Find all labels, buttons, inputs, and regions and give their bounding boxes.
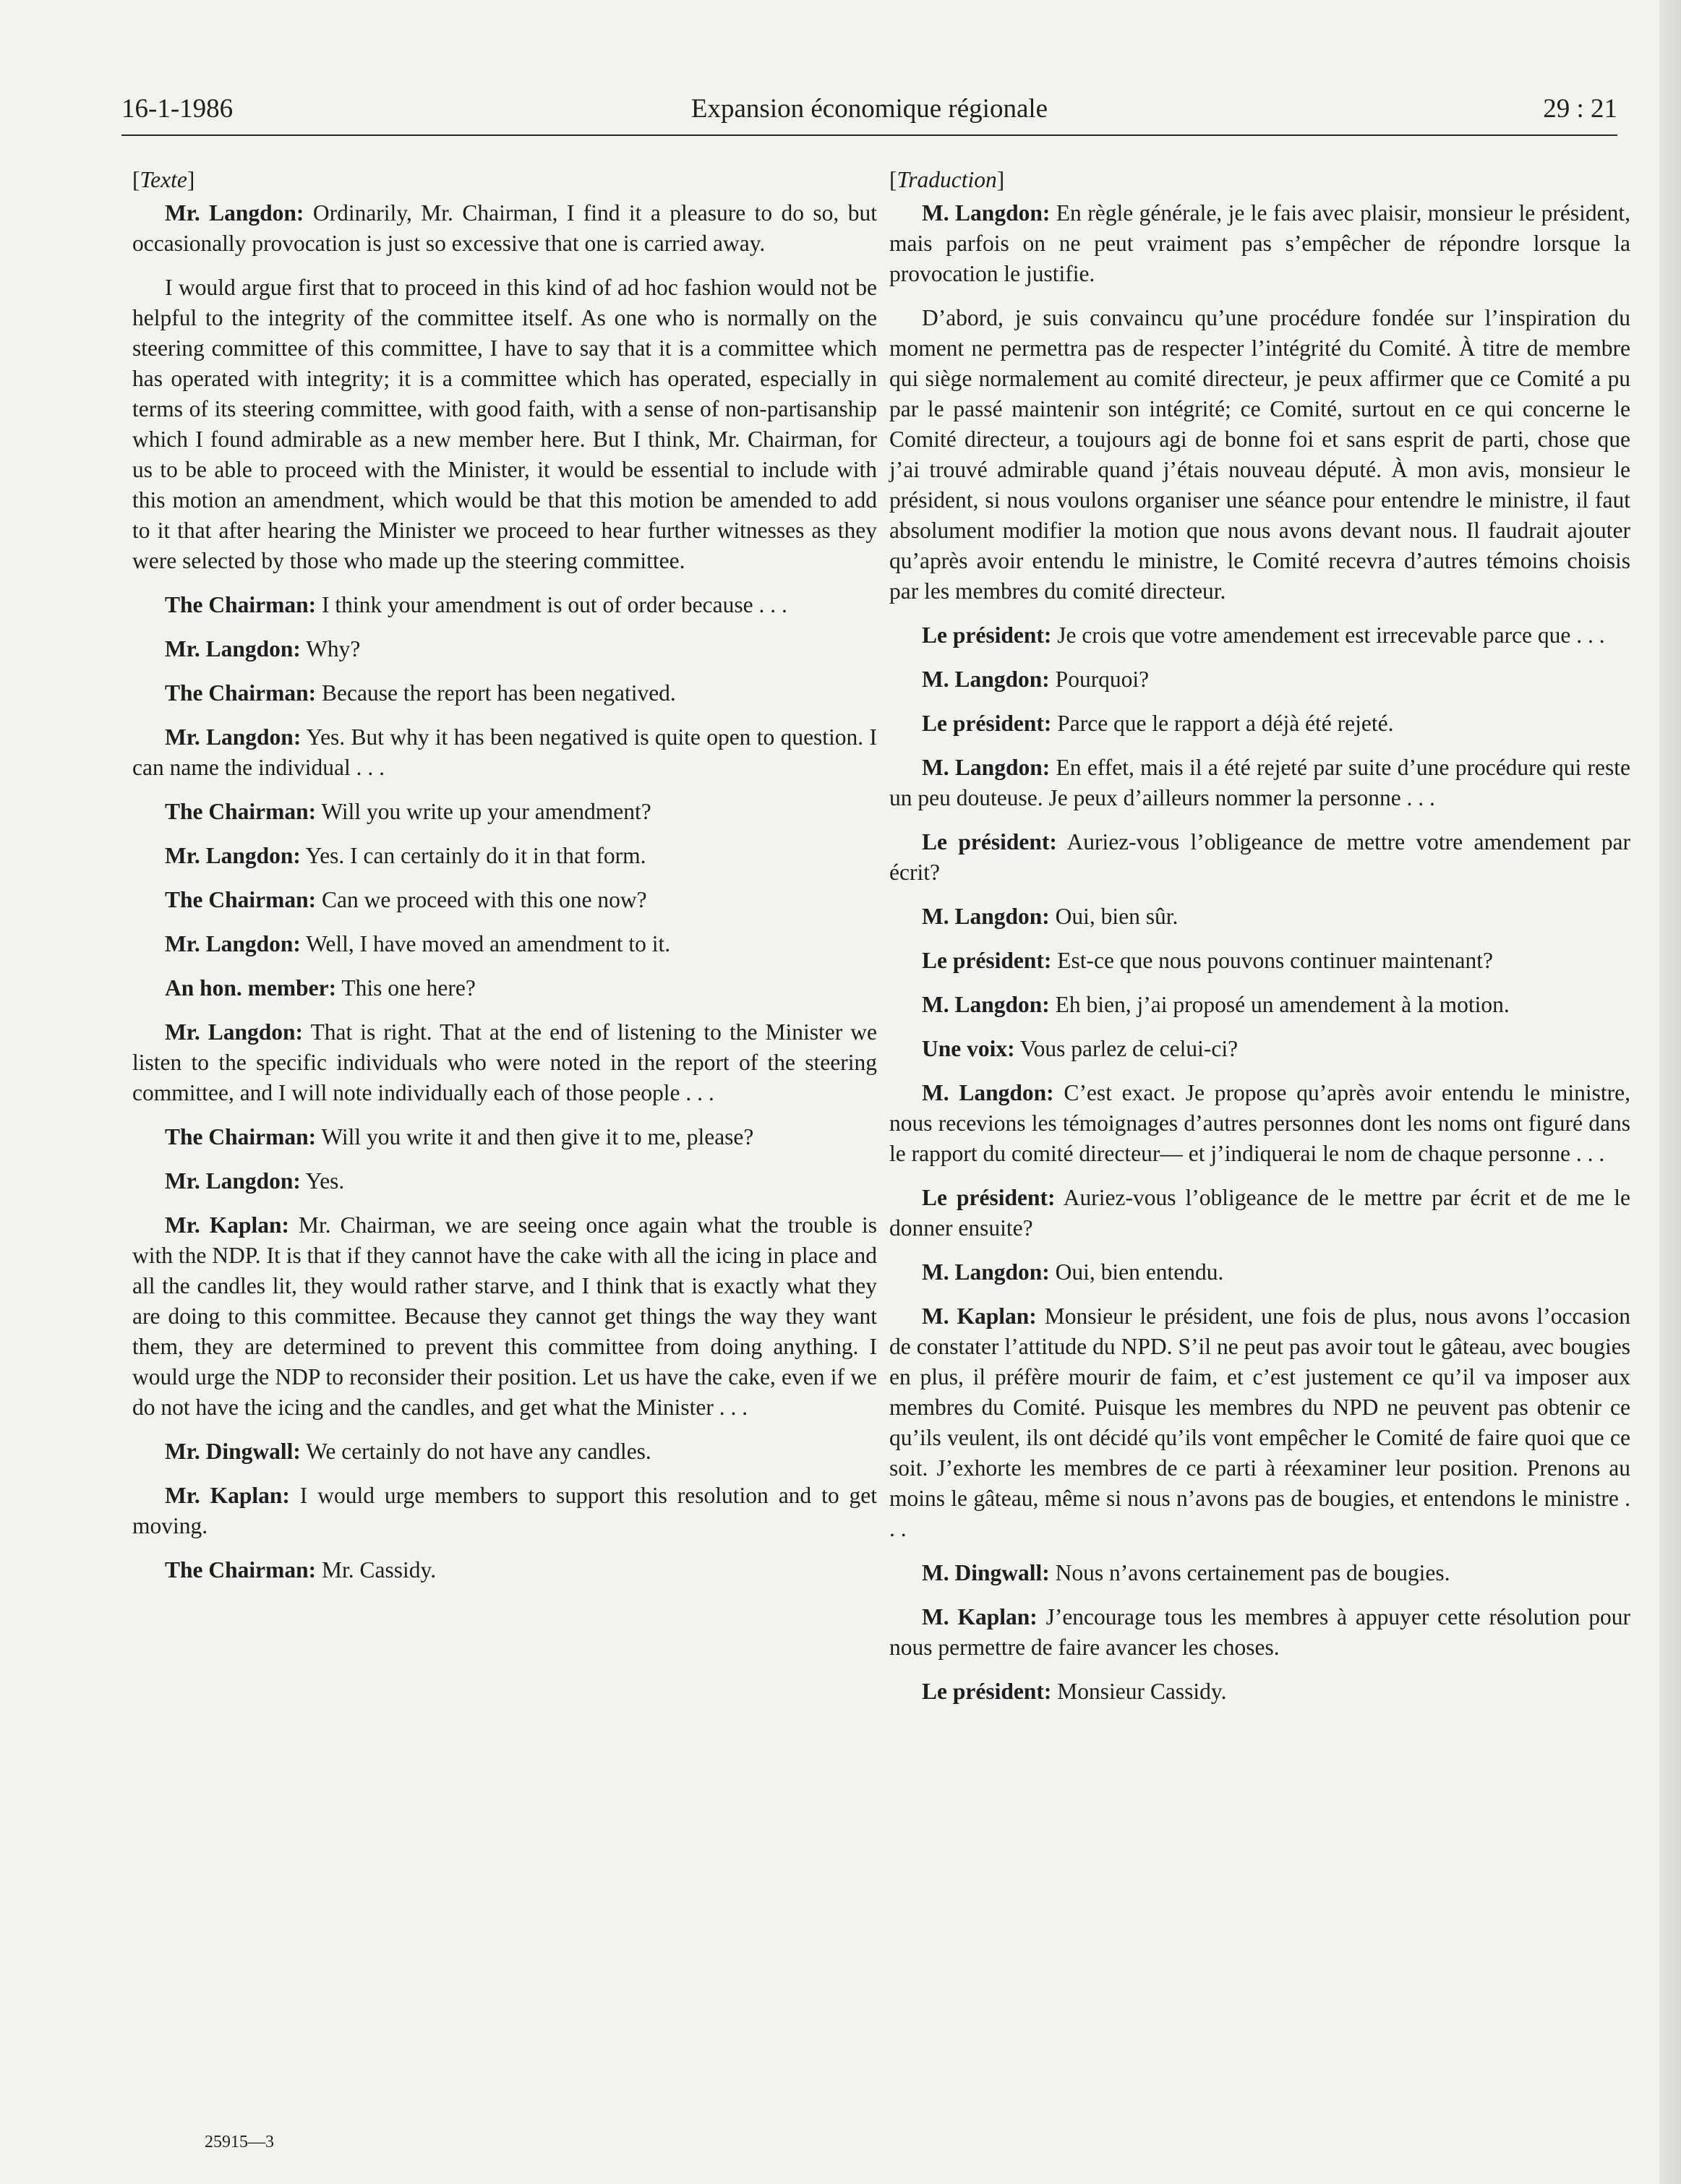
speech-text: Will you write it and then give it to me, please? (316, 1124, 754, 1149)
transcript-paragraph (889, 1034, 1630, 1064)
speaker-name: M. Langdon: (922, 992, 1050, 1017)
speech-text: Est-ce que nous pouvons continuer maintenant? (1051, 948, 1493, 973)
speaker-name: Mr. Langdon: (165, 843, 301, 868)
transcript-paragraph (889, 827, 1630, 888)
speaker-name: Mr. Kaplan: (165, 1212, 289, 1238)
speech-text: En règle générale, je le fais avec plaisir, monsieur le président, mais parfois on ne peut vraiment pas s’empêcher de répondre lorsque la provocation le justifie. (889, 200, 1630, 286)
speaker-name: The Chairman: (165, 887, 317, 912)
speaker-name: M. Dingwall: (922, 1560, 1050, 1585)
speech-text: Auriez-vous l’obligeance de le mettre par écrit et de me le donner ensuite? (889, 1185, 1630, 1241)
speech-text: Yes. But why it has been negatived is quite open to question. I can name the individual . . . (132, 724, 877, 780)
transcript-paragraph (889, 1183, 1630, 1243)
speaker-name: M. Kaplan: (922, 1303, 1037, 1329)
speaker-name: Mr. Langdon: (165, 1168, 301, 1194)
speech-text: Parce que le rapport a déjà été rejeté. (1051, 711, 1394, 736)
speaker-name: The Chairman: (165, 1124, 317, 1149)
speech-text: Can we proceed with this one now? (316, 887, 647, 912)
speech-text: Because the report has been negatived. (316, 680, 676, 706)
speaker-name: M. Langdon: (922, 667, 1050, 692)
transcript-paragraph (889, 753, 1630, 813)
speech-text: En effet, mais il a été rejeté par suite d’une procédure qui reste un peu douteuse. Je peux d’ailleurs nommer la personne . . . (889, 755, 1630, 810)
speaker-name: Le président: (922, 948, 1052, 973)
footer-code: 25915—3 (205, 2133, 274, 2151)
speaker-name: The Chairman: (165, 592, 317, 617)
speech-text: Monsieur Cassidy. (1051, 1679, 1227, 1704)
transcript-paragraph (889, 303, 1630, 607)
transcript-paragraph (132, 1555, 877, 1585)
speech-text: Mr. Chairman, we are seeing once again what the trouble is with the NDP. It is that if they cannot have the cake with all the icing in place and all the candles lit, they would rather starve, and I think that is exactly what they are doing to this committee. Because they cannot get things the way they want them, they are determined to prevent this committee from doing anything. I would urge the NDP to reconsider their position. Let us have the cake, even if we do not have the icing and the candles, and get what the Minister . . . (132, 1212, 877, 1420)
language-label: [Texte] (132, 167, 195, 192)
speech-text: I think your amendment is out of order because . . . (316, 592, 787, 617)
transcript-paragraph (132, 273, 877, 576)
transcript-paragraph (889, 198, 1630, 289)
speaker-name: M. Langdon: (922, 755, 1051, 780)
speaker-name: Le président: (922, 829, 1057, 855)
transcript-paragraph (132, 1210, 877, 1423)
speech-text: I would urge members to support this resolution and to get moving. (132, 1483, 877, 1538)
speech-text: Oui, bien sûr. (1049, 904, 1179, 929)
transcript-paragraph (132, 634, 877, 664)
speech-text: Auriez-vous l’obligeance de mettre votre amendement par écrit? (889, 829, 1630, 885)
left-column-english (132, 165, 877, 1599)
transcript-paragraph (132, 678, 877, 708)
language-label-text: Traduction (897, 167, 997, 192)
speech-text: Vous parlez de celui-ci? (1014, 1036, 1239, 1061)
speech-text: I would argue first that to proceed in this kind of ad hoc fashion would not be helpful to the integrity of the committee itself. As one who is normally on the steering committee of this committee, I have to say that it is a committee which has operated with integrity; it is a committee which has operated, especially in terms of its steering committee, with good faith, with a sense of non-partisanship which I found admirable as a new member here. But I think, Mr. Chairman, for us to be able to proceed with the Minister, it would be essential to include with this motion an amendment, which would be that this motion be amended to add to it that after hearing the Minister we proceed to hear further witnesses as they were selected by those who made up the steering committee. (132, 275, 877, 573)
speaker-name: Mr. Langdon: (165, 724, 301, 750)
speaker-name: M. Langdon: (922, 1259, 1050, 1285)
transcript-paragraph (889, 1558, 1630, 1588)
speech-text: Will you write up your amendment? (316, 799, 651, 824)
speech-text: We certainly do not have any candles. (300, 1439, 651, 1464)
transcript-paragraph (132, 722, 877, 783)
speech-text: D’abord, je suis convaincu qu’une procédure fondée sur l’inspiration du moment ne permettra pas de respecter l’intégrité du Comité. À titre de membre qui siège normalement au comité directeur, je peux affirmer que ce Comité a pu par le passé maintenir son intégrité; ce Comité, surtout en ce qui concerne le Comité directeur, a toujours agi de bonne foi et sans esprit de parti, chose que j’ai trouvé admirable quand j’étais nouveau député. À mon avis, monsieur le président, si nous voulons organiser une séance pour entendre le ministre, il faut absolument modifier la motion que nous avons devant nous. Il faudrait ajouter qu’après avoir entendu le ministre, le Comité recevra d’autres témoins choisis par les membres du comité directeur. (889, 305, 1630, 604)
header-date: 16-1-1986 (121, 94, 234, 124)
speaker-name: Une voix: (922, 1036, 1015, 1061)
binding-edge (1659, 0, 1681, 2184)
speech-text: This one here? (336, 975, 476, 1001)
speech-text: Eh bien, j’ai proposé un amendement à la motion. (1049, 992, 1510, 1017)
speech-text: Why? (300, 636, 361, 661)
transcript-paragraph (132, 1017, 877, 1108)
speech-text: Yes. I can certainly do it in that form. (300, 843, 646, 868)
speaker-name: Mr. Langdon: (165, 200, 304, 226)
speech-text: C’est exact. Je propose qu’après avoir entendu le ministre, nous recevions les témoignages d’autres personnes dont les noms ont figuré dans le rapport du comité directeur— et j’indiquerai le nom de chaque personne . . . (889, 1080, 1630, 1166)
transcript-paragraph (889, 1257, 1630, 1288)
transcript-paragraph (889, 902, 1630, 932)
transcript-paragraph (889, 1602, 1630, 1663)
transcript-paragraph (889, 664, 1630, 695)
speaker-name: The Chairman: (165, 1557, 317, 1583)
speaker-name: Le président: (922, 1679, 1052, 1704)
speech-text: Pourquoi? (1049, 667, 1150, 692)
speaker-name: Mr. Langdon: (165, 636, 301, 661)
speaker-name: M. Langdon: (922, 904, 1050, 929)
speech-text: Je crois que votre amendement est irrecevable parce que . . . (1051, 622, 1605, 648)
speech-text: That is right. That at the end of listening to the Minister we listen to the specific individuals who were noted in the report of the steering committee, and I will note individually each of those people . . . (132, 1019, 877, 1105)
transcript-paragraph (889, 1676, 1630, 1707)
transcript-paragraph (132, 1122, 877, 1152)
transcript-paragraph (132, 929, 877, 959)
transcript-paragraph (132, 590, 877, 620)
speech-text: Nous n’avons certainement pas de bougies. (1049, 1560, 1450, 1585)
language-label-text: Texte (140, 167, 187, 192)
transcript-paragraph (132, 1481, 877, 1541)
transcript-paragraph (132, 1436, 877, 1467)
right-column-french (889, 165, 1630, 1721)
speech-text: Mr. Cassidy. (316, 1557, 437, 1583)
transcript-paragraph (132, 198, 877, 259)
speaker-name: M. Langdon: (922, 200, 1051, 226)
transcript-paragraph (889, 1301, 1630, 1544)
header-page-number: 29 : 21 (1543, 94, 1617, 124)
transcript-paragraph (132, 1166, 877, 1196)
speech-text: Ordinarily, Mr. Chairman, I find it a pleasure to do so, but occasionally provocation is just so excessive that one is carried away. (132, 200, 877, 256)
transcript-paragraph (889, 1078, 1630, 1169)
speaker-name: Mr. Dingwall: (165, 1439, 301, 1464)
page-header (121, 87, 1617, 136)
transcript-paragraph (132, 885, 877, 915)
transcript-paragraph (132, 841, 877, 871)
speaker-name: Mr. Langdon: (165, 931, 301, 956)
transcript-paragraph (889, 620, 1630, 651)
speech-text: Monsieur le président, une fois de plus, nous avons l’occasion de constater l’attitude du NPD. S’il ne peut pas avoir tout le gâteau, avec bougies en plus, il préfère mourir de faim, et c’est justement ce qu’il va imposer aux membres du Comité. Puisque les membres du NPD ne peuvent pas obtenir ce qu’ils veulent, ils ont décidé qu’ils vont empêcher le Comité de faire quoi que ce soit. J’exhorte les membres de ce parti à réexaminer leur position. Prenons au moins le gâteau, même si nous n’avons pas de bougies, et entendons le ministre . . . (889, 1303, 1630, 1541)
speaker-name: Mr. Kaplan: (165, 1483, 290, 1508)
speaker-name: An hon. member: (165, 975, 337, 1001)
speaker-name: The Chairman: (165, 680, 317, 706)
speech-text: Yes. (300, 1168, 345, 1194)
header-title: Expansion économique régionale (690, 94, 1048, 124)
speech-text: Well, I have moved an amendment to it. (300, 931, 671, 956)
transcript-paragraph (132, 973, 877, 1003)
transcript-paragraph (889, 990, 1630, 1020)
speech-text: Oui, bien entendu. (1049, 1259, 1224, 1285)
transcript-paragraph (889, 946, 1630, 976)
speaker-name: Mr. Langdon: (165, 1019, 304, 1045)
transcript-paragraph (132, 797, 877, 827)
speaker-name: The Chairman: (165, 799, 317, 824)
speaker-name: M. Kaplan: (922, 1604, 1038, 1630)
speaker-name: Le président: (922, 622, 1052, 648)
speaker-name: Le président: (922, 1185, 1056, 1210)
speech-text: J’encourage tous les membres à appuyer cette résolution pour nous permettre de faire avancer les choses. (889, 1604, 1631, 1660)
speaker-name: M. Langdon: (922, 1080, 1054, 1105)
transcript-paragraph (889, 708, 1630, 739)
language-label: [Traduction] (889, 167, 1005, 192)
speaker-name: Le président: (922, 711, 1052, 736)
